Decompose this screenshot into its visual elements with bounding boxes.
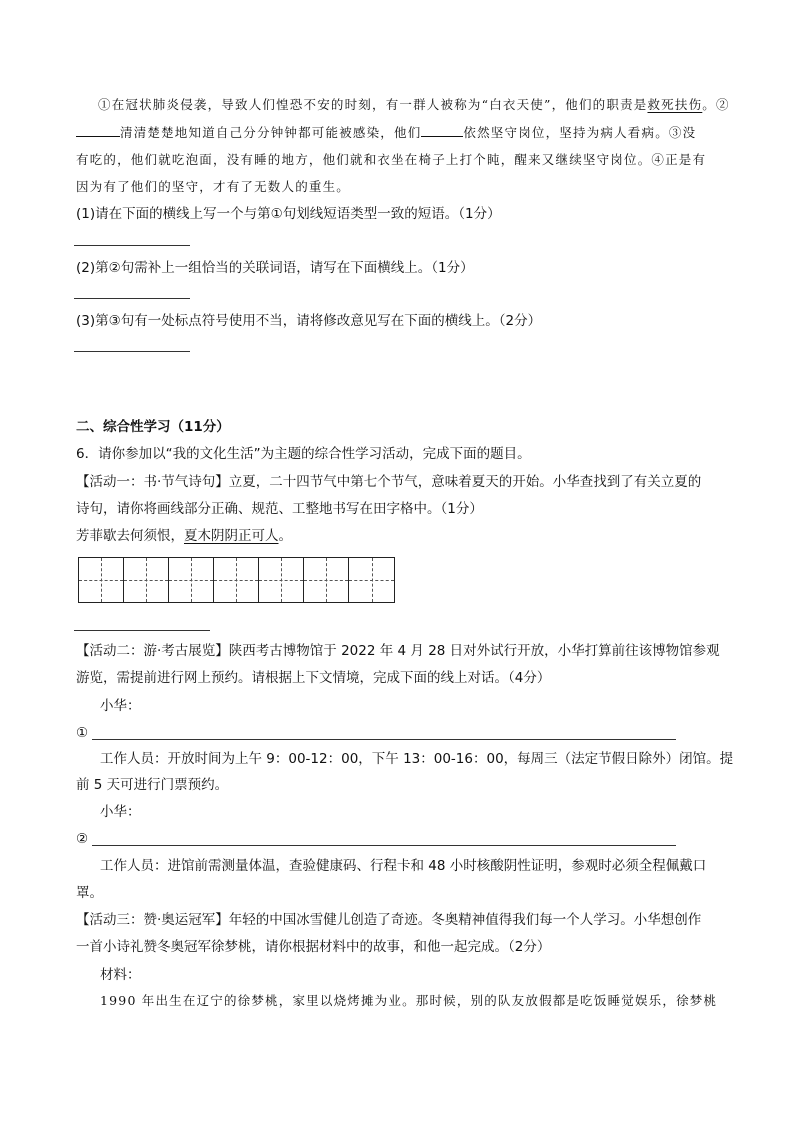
passage-text: 依然坚守岗位，坚持为病人看病。③没 [463, 125, 697, 140]
staff-reply-1-line-2: 前 5 天可进行门票预约。 [76, 777, 229, 793]
poem-text: 芳菲歇去何须恨， [76, 528, 184, 544]
grid-cell[interactable] [349, 558, 394, 602]
passage-line-4: 因为有了他们的坚守，才有了无数人的重生。 [76, 179, 351, 194]
speaker-xiaohua-2: 小华： [100, 804, 141, 820]
question-3: (3)第③句有一处标点符号使用不当，请将修改意见写在下面的横线上。（2分） [76, 313, 542, 329]
answer-line-dialog-2[interactable] [92, 845, 676, 846]
passage-line-2 [76, 124, 696, 142]
activity-1-line-2: 诗句，请你将画线部分正确、规范、工整地书写在田字格中。（1分） [76, 501, 483, 517]
answer-marker-1: ① [76, 725, 89, 741]
poem-underlined: 夏木阴阴正可人 [184, 528, 279, 544]
answer-marker-2: ② [76, 831, 89, 847]
grid-cell[interactable] [304, 558, 349, 602]
speaker-xiaohua-1: 小华： [100, 698, 141, 714]
activity-3-line-1: 【活动三：赞·奥运冠军】年轻的中国冰雪健儿创造了奇迹。冬奥精神值得我们每一个人学习。小华想创作 [76, 912, 702, 928]
poem-text: 。 [278, 528, 292, 544]
passage-text: 清清楚楚地知道自己分分钟钟都可能被感染，他们 [120, 125, 422, 140]
staff-reply-2-line-2: 罩。 [76, 885, 103, 901]
staff-reply-1-line-1: 工作人员：开放时间为上午 9：00-12：00，下午 13：00-16：00，每周三（法定节假日除外）闭馆。提 [100, 751, 734, 767]
section-title: 二、综合性学习（11分） [76, 419, 230, 435]
material-line-1: 1990 年出生在辽宁的徐梦桃，家里以烧烤摊为业。那时候，别的队友放假都是吃饭睡觉娱乐，徐梦桃 [100, 993, 718, 1008]
answer-line-3[interactable] [74, 351, 190, 352]
grid-cell[interactable] [214, 558, 259, 602]
grid-cell[interactable] [169, 558, 214, 602]
fill-blank-2[interactable] [421, 124, 463, 137]
underlined-phrase: 救死扶伤 [647, 97, 703, 112]
answer-line-1[interactable] [74, 245, 190, 246]
footnote-divider [74, 630, 210, 631]
answer-line-dialog-1[interactable] [92, 739, 676, 740]
poem-line [76, 527, 292, 545]
grid-cell[interactable] [259, 558, 304, 602]
passage-line-3: 有吃的，他们就吃泡面，没有睡的地方，他们就和衣坐在椅子上打个盹，醒来又继续坚守岗位。④正是有 [76, 152, 707, 167]
question-6: 6．请你参加以“我的文化生活”为主题的综合性学习活动，完成下面的题目。 [76, 446, 531, 462]
activity-2-line-2: 游览，需提前进行网上预约。请根据上下文情境，完成下面的线上对话。（4分） [76, 670, 551, 686]
passage-text: 。② [702, 97, 730, 112]
fill-blank-1[interactable] [76, 124, 120, 137]
tianzige-grid [78, 557, 395, 603]
answer-line-2[interactable] [74, 298, 190, 299]
activity-1-line-1: 【活动一：书·节气诗句】立夏，二十四节气中第七个节气，意味着夏天的开始。小华查找到了有关立夏的 [76, 474, 702, 490]
activity-2-line-1: 【活动二：游·考古展览】陕西考古博物馆于 2022 年 4 月 28 日对外试行开放，小华打算前往该博物馆参观 [76, 643, 720, 659]
passage-text: ①在冠状肺炎侵袭，导致人们惶恐不安的时刻，有一群人被称为“白衣天使”，他们的职责是 [98, 97, 648, 112]
grid-cell[interactable] [79, 558, 124, 602]
grid-cell[interactable] [124, 558, 169, 602]
question-1: (1)请在下面的横线上写一个与第①句划线短语类型一致的短语。（1分） [76, 206, 501, 222]
material-label: 材料： [100, 967, 141, 983]
activity-3-line-2: 一首小诗礼赞冬奥冠军徐梦桃，请你根据材料中的故事，和他一起完成。（2分） [76, 939, 551, 955]
question-2: (2)第②句需补上一组恰当的关联词语，请写在下面横线上。（1分） [76, 260, 474, 276]
passage-line-1 [98, 96, 730, 114]
staff-reply-2-line-1: 工作人员：进馆前需测量体温，查验健康码、行程卡和 48 小时核酸阴性证明，参观时必须全程佩戴口 [100, 858, 707, 874]
